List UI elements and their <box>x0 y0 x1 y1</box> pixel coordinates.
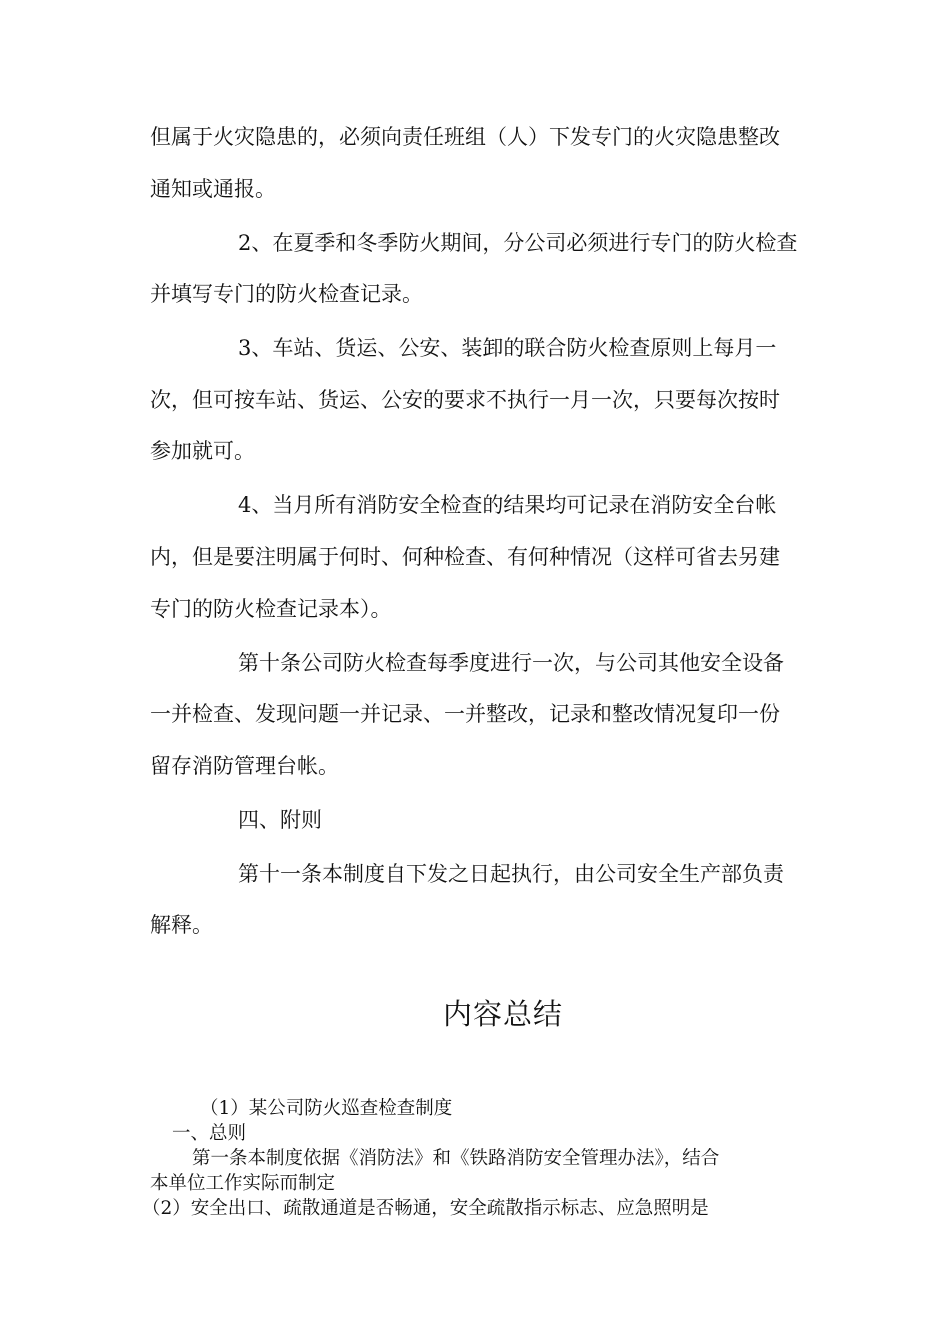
paragraph-item-3: 3、车站、货运、公安、装卸的联合防火检查原则上每月一次，但可按车站、货运、公安的要求不执行一月一次，只要每次按时参加就可。 <box>150 336 780 464</box>
summary-line: 一、总则 <box>172 1123 247 1144</box>
paragraph-item-2: 2、在夏季和冬季防火期间，分公司必须进行专门的防火检查并填写专门的防火检查记录。 <box>150 230 798 307</box>
paragraph-article-10: 第十条公司防火检查每季度进行一次，与公司其他安全设备一并检查、发现问题一并记录、一并整改，记录和整改情况复印一份留存消防管理台帐。 <box>150 650 784 778</box>
paragraph-article-11: 第十一条本制度自下发之日起执行，由公司安全生产部负责解释。 <box>150 861 784 938</box>
summary-title: 内容总结 <box>442 997 563 1031</box>
paragraph-continuation: 但属于火灾隐患的，必须向责任班组（人）下发专门的火灾隐患整改通知或通报。 <box>150 125 780 201</box>
paragraph-item-4: 4、当月所有消防安全检查的结果均可记录在消防安全台帐内，但是要注明属于何时、何种检查、有何种情况（这样可省去另建专门的防火检查记录本）。 <box>150 493 780 621</box>
document-body <box>150 112 800 954</box>
summary-line: 本单位工作实际而制定 <box>150 1173 336 1194</box>
summary-section <box>142 1096 800 1221</box>
summary-line: 第一条本制度依据《消防法》和《铁路消防安全管理办法》，结合 <box>192 1148 720 1169</box>
section-heading-appendix: 四、附则 <box>238 807 322 832</box>
summary-line: （2）安全出口、疏散通道是否畅通，安全疏散指示标志、应急照明是 <box>142 1198 709 1219</box>
summary-line: （1）某公司防火巡查检查制度 <box>200 1098 453 1119</box>
